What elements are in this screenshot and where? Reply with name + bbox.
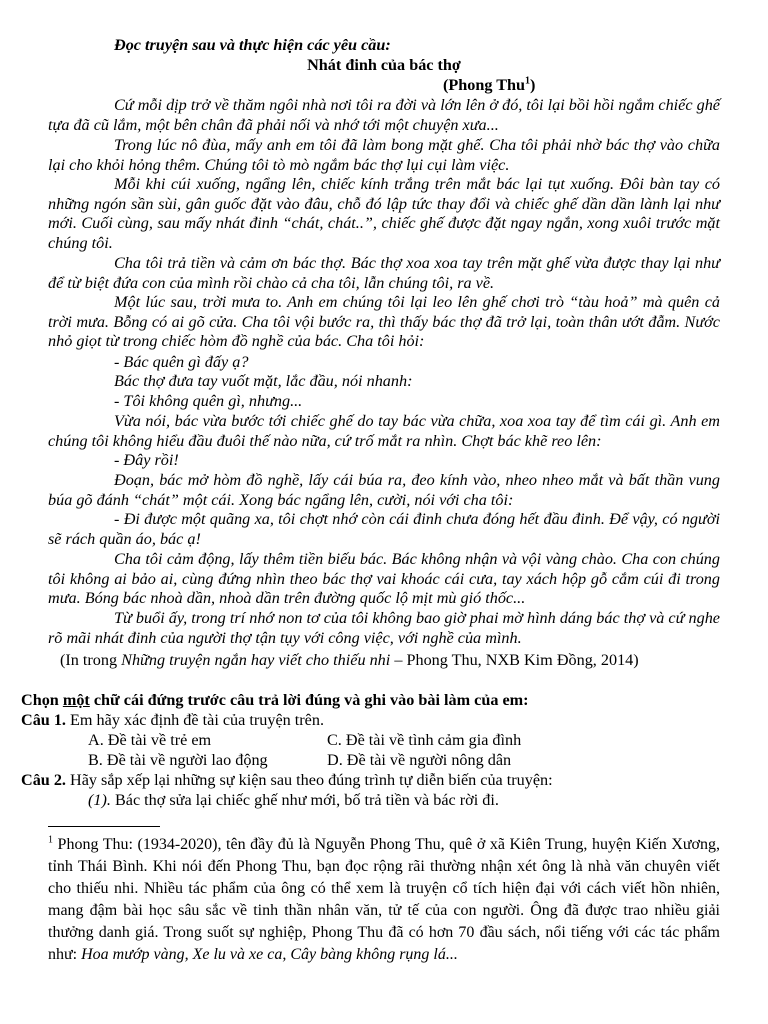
question-1: [21, 711, 324, 731]
option-b: B. Đề tài về người lao động: [88, 751, 268, 769]
item-text: Bác thợ sửa lại chiếc ghế như mới, bố trả tiền và bác rời đi.: [110, 791, 499, 809]
question-1-text: Em hãy xác định đề tài của truyện trên.: [65, 711, 324, 729]
story-paragraph: Đoạn, bác mở hòm đồ nghề, lấy cái búa ra, đeo kính vào, nheo nheo mắt và bất thần vung búa gõ đánh “chát” một cái. Xong bác ngẩng lên, cười, nói với cha tôi:: [48, 471, 720, 509]
story-title: Nhát đinh của bác thợ: [307, 56, 461, 74]
item-number: (1).: [88, 791, 111, 809]
task-underlined: một: [62, 691, 90, 709]
dialogue-line: - Đây rồi!: [114, 451, 179, 469]
dialogue-line: - Tôi không quên gì, nhưng...: [114, 392, 303, 410]
option-d: D. Đề tài về người nông dân: [327, 751, 512, 769]
task-instruction: [21, 691, 529, 711]
story-paragraph: Mỗi khi cúi xuống, ngẩng lên, chiếc kính trắng trên mắt bác lại tụt xuống. Đôi bàn tay có những ngón sần sùi, gân guốc đặt vào đâu, chỗ đó lập tức thay đổi và chiếc ghế dần dần lành lại như mới. Cuối cùng, sau mấy nhát đinh “chát, chát..”, chiếc ghế được đặt ngay ngắn, xong xuôi trước mặt chúng tôi.: [48, 175, 720, 253]
footnote-text: Phong Thu: (1934-2020), tên đầy đủ là Nguyễn Phong Thu, quê ở xã Kiên Trung, huyện Kiến Xương, tỉnh Thái Bình. Khi nói đến Phong Thu, bạn đọc rộng rãi thường nhận xét ông là nhà văn chuyên viết cho thiếu nhi. Nhiều tác phẩm của ông có thể xem là truyện cổ tích hiện đại với cách viết hồn nhiên, mang đậm bài học sâu sắc về tinh thần nhân văn, tử tế của con người. Ông đã được trao nhiều giải thưởng danh giá. Trong suốt sự nghiệp, Phong Thu đã có hơn 70 đầu sách, nổi tiếng với các tác phẩm như:: [48, 836, 720, 963]
story-paragraph: Từ buổi ấy, trong trí nhớ non tơ của tôi không bao giờ phai mờ hình dáng bác thợ và cứ nghe rõ mãi nhát đinh của người thợ tận tụy với công việc, với nghề của mình.: [48, 609, 720, 647]
source-book: Những truyện ngắn hay viết cho thiếu nhi: [121, 651, 391, 669]
source-citation: [60, 651, 639, 671]
source-prefix: (In trong: [60, 651, 122, 669]
footnote: [48, 834, 720, 966]
task-suffix: chữ cái đứng trước câu trả lời đúng và ghi vào bài làm của em:: [89, 691, 529, 709]
footnote-number: 1: [48, 834, 53, 846]
author-name: (Phong Thu: [443, 76, 526, 94]
dialogue-line: Bác thợ đưa tay vuốt mặt, lắc đầu, nói nhanh:: [114, 372, 413, 390]
story-paragraph: Cứ mỗi dịp trở về thăm ngôi nhà nơi tôi ra đời và lớn lên ở đó, tôi lại bồi hồi ngắm chiếc ghế tựa đã cũ lắm, một bên chân đã phải nối và nhớ tới một chuyện xưa...: [48, 96, 720, 134]
story-paragraph: Trong lúc nô đùa, mấy anh em tôi đã làm bong mặt ghế. Cha tôi phải nhờ bác thợ vào chữa lại cho khỏi hỏng thêm. Chúng tôi tò mò ngắm bác thợ lụi cụi làm việc.: [48, 136, 720, 174]
story-paragraph: - Đi được một quãng xa, tôi chợt nhớ còn cái đinh chưa đóng hết đầu đinh. Để vậy, có người sẽ rách quần áo, bác ạ!: [48, 510, 720, 548]
story-paragraph: Vừa nói, bác vừa bước tới chiếc ghế do tay bác vừa chữa, xoa xoa tay để tìm cái gì. Anh em chúng tôi không hiểu đầu đuôi thế nào nữa, cứ trố mắt ra nhìn. Chợt bác khẽ reo lên:: [48, 412, 720, 450]
footnote-divider: [48, 826, 160, 827]
author: [443, 76, 535, 96]
story-paragraph: Cha tôi trả tiền và cảm ơn bác thợ. Bác thợ xoa xoa tay trên mặt ghế vừa được thay lại như để từ biệt đứa con của mình rồi chào cả cha tôi, lẫn chúng tôi, ra về.: [48, 254, 720, 292]
footnote-ref: 1: [525, 75, 531, 87]
instruction: Đọc truyện sau và thực hiện các yêu cầu:: [114, 36, 391, 54]
footnote-works: Hoa mướp vàng, Xe lu và xe ca, Cây bàng không rụng lá...: [81, 946, 458, 963]
question-2: [21, 771, 553, 791]
author-close: ): [530, 76, 536, 94]
question-1-label: Câu 1.: [21, 711, 66, 729]
source-suffix: – Phong Thu, NXB Kim Đồng, 2014): [390, 651, 639, 669]
question-2-label: Câu 2.: [21, 771, 66, 789]
option-a: A. Đề tài về trẻ em: [88, 731, 212, 749]
story-paragraph: Một lúc sau, trời mưa to. Anh em chúng tôi lại leo lên ghế chơi trò “tàu hoả” mà quên cả trời mưa. Bỗng có ai gõ cửa. Cha tôi vội bước ra, thì thấy bác thợ đã trở lại, toàn thân ướt đẫm. Nước nhỏ giọt từ trong chiếc hòm đồ nghề của bác. Cha tôi hỏi:: [48, 293, 720, 351]
task-prefix: Chọn: [21, 691, 63, 709]
question-2-item: [88, 791, 499, 811]
option-c: C. Đề tài về tình cảm gia đình: [327, 731, 522, 749]
story-paragraph: Cha tôi cảm động, lấy thêm tiền biếu bác. Bác không nhận và vội vàng chào. Cha con chúng tôi không ai bảo ai, cùng đứng nhìn theo bác thợ vai khoác cái cưa, tay xách hộp gỗ cắm cúi đi trong mưa. Bóng bác nhoà dần, nhoà dần trên đường quốc lộ mịt mù gió thốc...: [48, 550, 720, 608]
dialogue-line: - Bác quên gì đấy ạ?: [114, 353, 249, 371]
question-2-text: Hãy sắp xếp lại những sự kiện sau theo đúng trình tự diễn biến của truyện:: [65, 771, 553, 789]
